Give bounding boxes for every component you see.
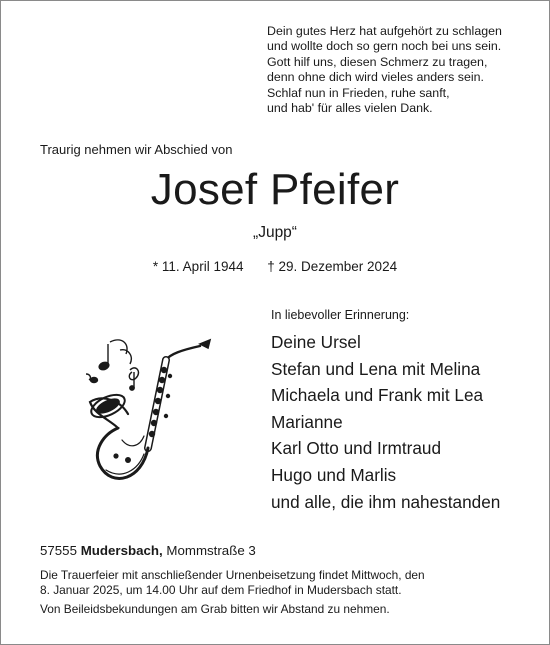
poem-line: und hab' für alles vielen Dank. <box>267 101 433 116</box>
poem-line: denn ohne dich wird vieles anders sein. <box>267 70 484 85</box>
funeral-line: Die Trauerfeier mit anschließender Urnenbeisetzung findet Mittwoch, den <box>40 568 425 582</box>
mourner-line: Marianne <box>271 411 343 432</box>
memorial-poem <box>267 24 537 116</box>
postal-code: 57555 <box>40 543 77 558</box>
poem-line: und wollte doch so gern noch bei uns sein. <box>267 39 502 54</box>
city: Mudersbach, <box>80 543 163 558</box>
poem-line: Gott hilf uns, diesen Schmerz zu tragen, <box>267 54 488 69</box>
death-date: † 29. Dezember 2024 <box>267 259 398 274</box>
mourner-line: Stefan und Lena mit Melina <box>271 358 481 379</box>
mourner-line: Michaela und Frank mit Lea <box>271 385 484 406</box>
life-dates <box>0 259 550 274</box>
mourner-line: Hugo und Marlis <box>271 464 397 485</box>
birth-date: * 11. April 1944 <box>152 259 244 274</box>
mourner-line: Deine Ursel <box>271 332 361 352</box>
saxophone-icon <box>82 330 217 495</box>
music-notes-icon <box>86 340 138 390</box>
memory-label: In liebevoller Erinnerung: <box>271 308 410 322</box>
street: Mommstraße 3 <box>166 543 256 558</box>
deceased-name: Josef Pfeifer <box>150 165 400 214</box>
deceased-nickname: „Jupp“ <box>253 224 297 241</box>
funeral-line: 8. Januar 2025, um 14.00 Uhr auf dem Friedhof in Mudersbach statt. <box>40 582 402 597</box>
poem-line: Dein gutes Herz hat aufgehört zu schlagen <box>267 24 502 38</box>
poem-line: Schlaf nun in Frieden, ruhe sanft, <box>267 85 450 100</box>
address-line <box>40 543 256 558</box>
mourner-line: und alle, die ihm nahestanden <box>271 491 501 512</box>
mourners-list <box>271 329 500 515</box>
funeral-info <box>40 568 520 597</box>
mourner-line: Karl Otto und Irmtraud <box>271 438 442 459</box>
condolence-note: Von Beileidsbekundungen am Grab bitten wir Abstand zu nehmen. <box>40 602 390 616</box>
intro-text: Traurig nehmen wir Abschied von <box>40 142 233 157</box>
